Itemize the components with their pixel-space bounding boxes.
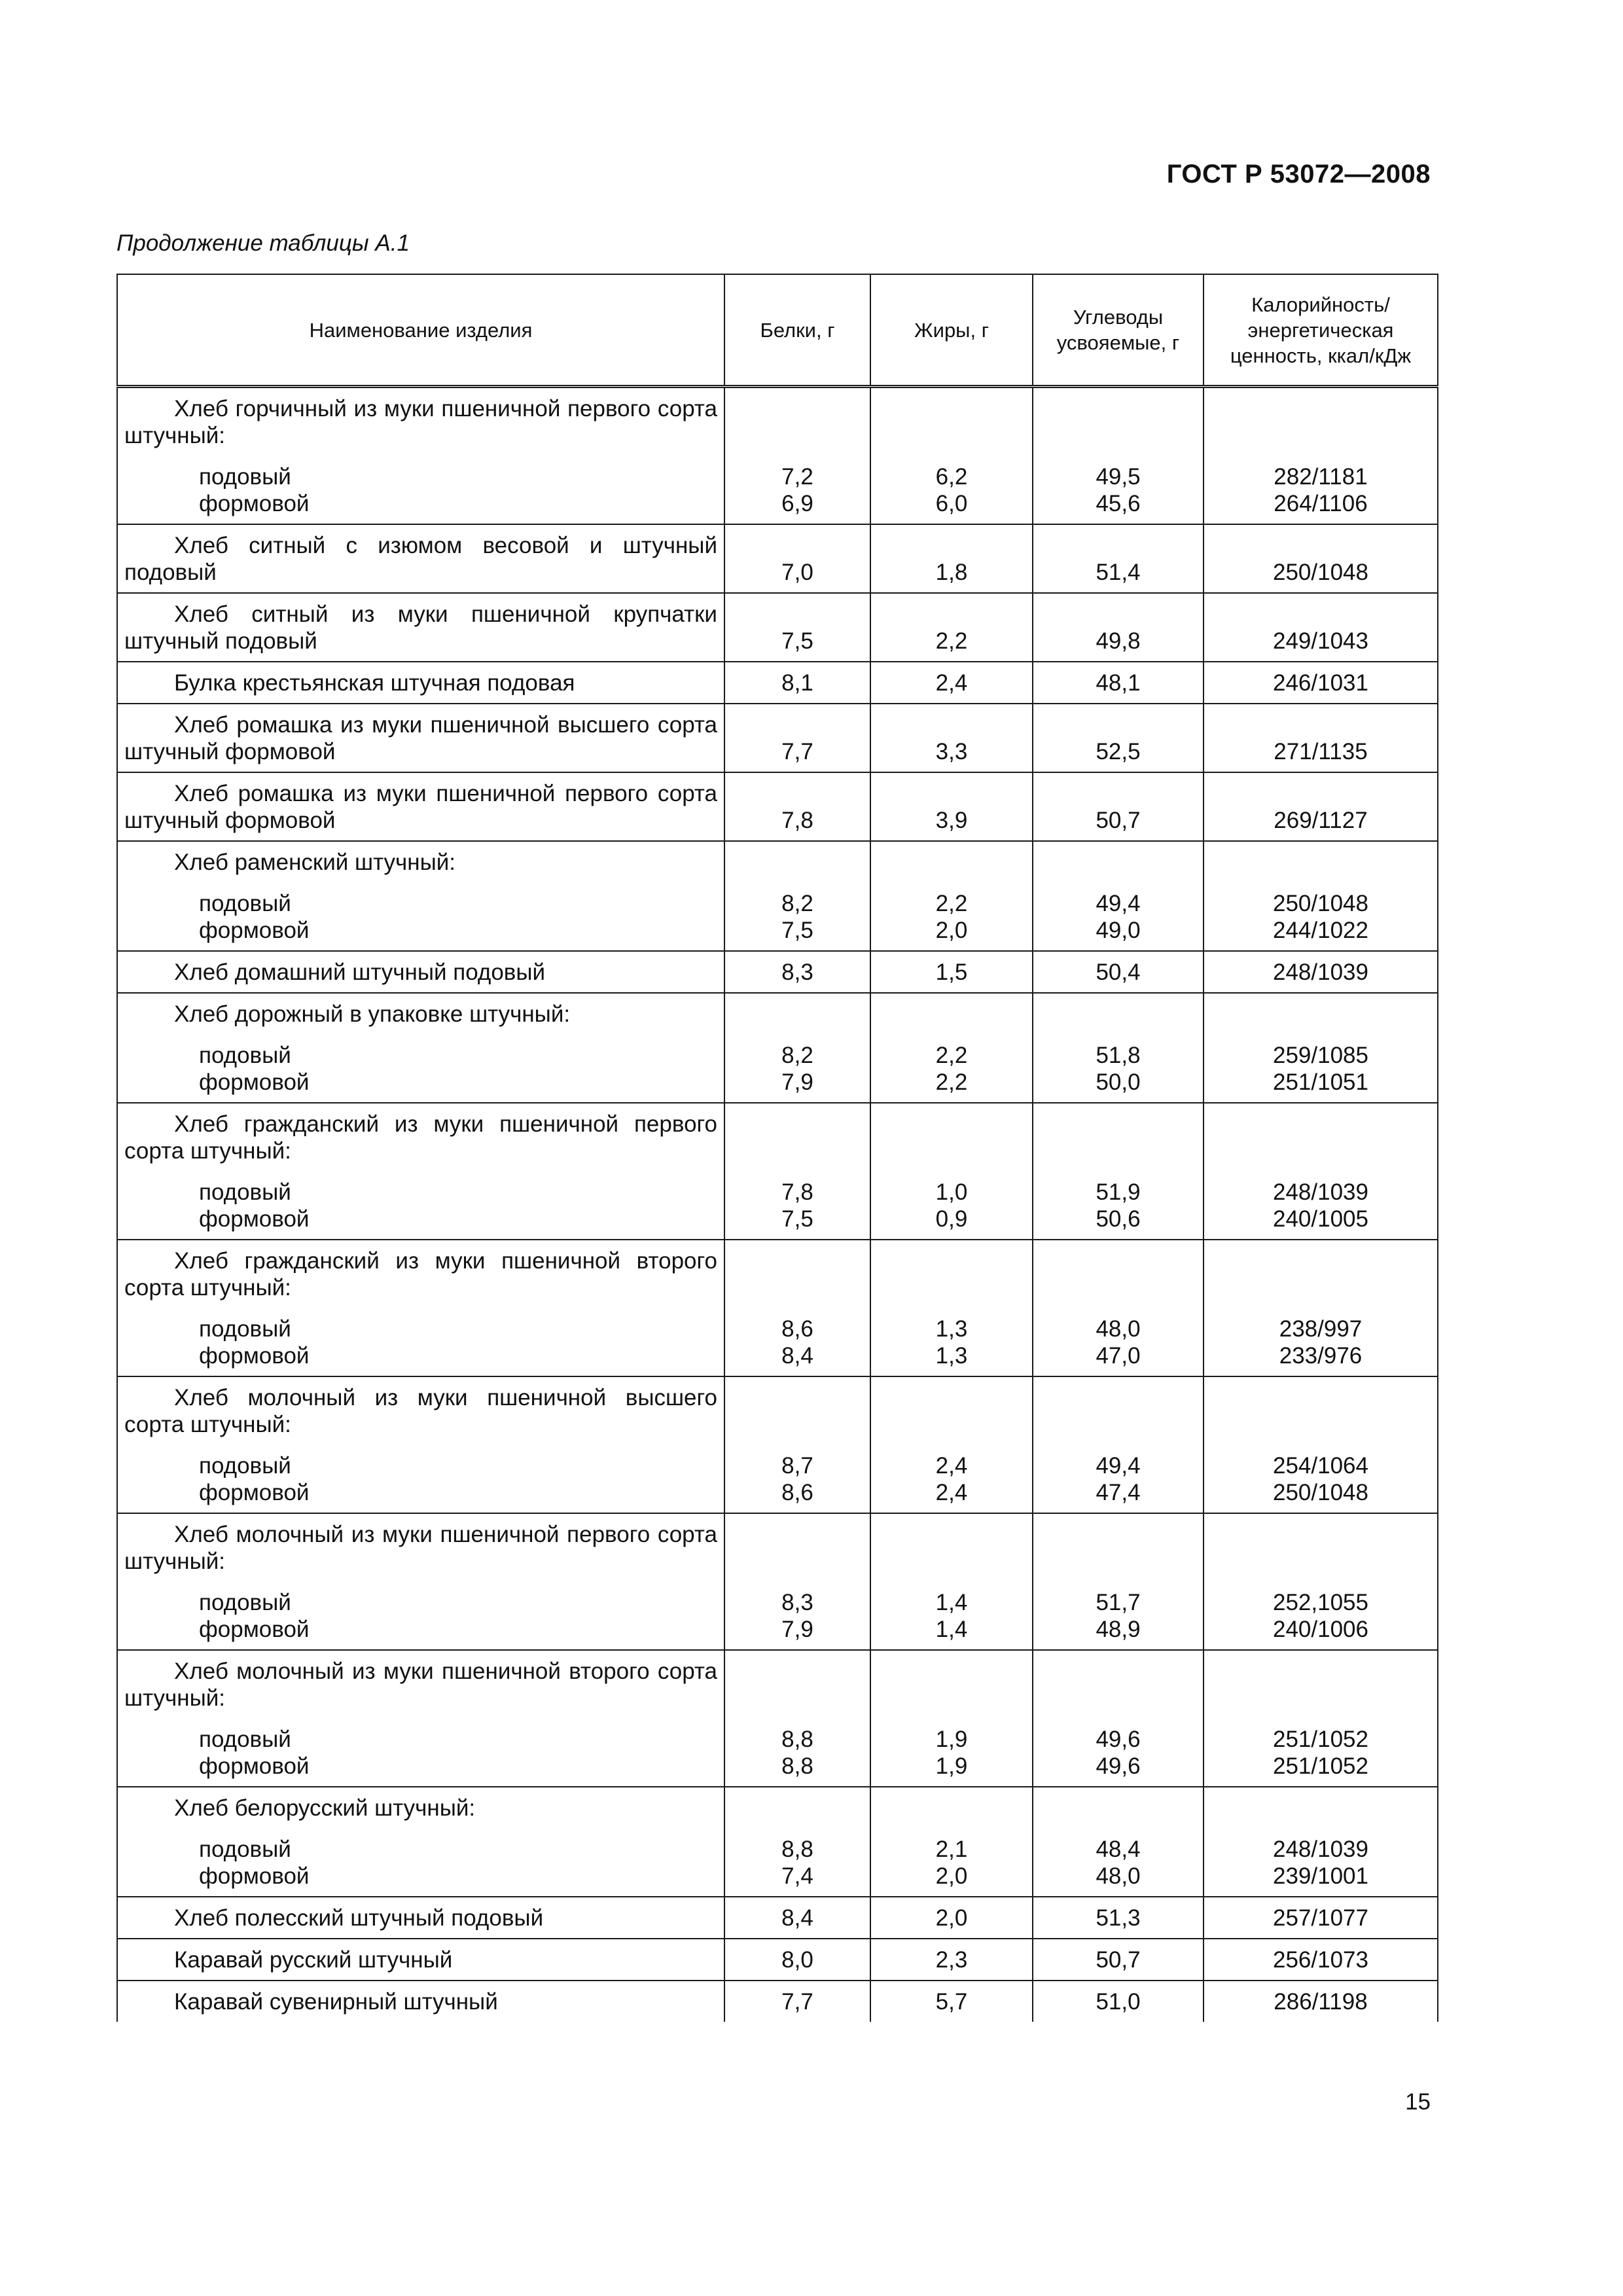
fat-value: 2,2 bbox=[935, 1043, 968, 1068]
product-name-text: Хлеб ромашка из муки пшеничной первого сорта штучный формовой bbox=[124, 781, 717, 833]
product-variant: формовой bbox=[199, 1206, 310, 1232]
product-name-text: Хлеб дорожный в упаковке штучный: bbox=[174, 1001, 571, 1027]
calories-value: 250/1048 bbox=[1273, 1480, 1368, 1505]
carbs-value: 49,8 bbox=[1096, 628, 1141, 654]
calories-value: 240/1005 bbox=[1273, 1206, 1368, 1232]
fat-value: 1,3 bbox=[935, 1316, 968, 1342]
carbs-value: 51,7 bbox=[1096, 1590, 1141, 1615]
product-name-text: Каравай русский штучный bbox=[174, 1947, 453, 1973]
protein-cell bbox=[724, 951, 870, 993]
fat-value: 2,0 bbox=[935, 1863, 968, 1889]
product-name-text: Хлеб ситный из муки пшеничной крупчатки штучный подовый bbox=[124, 601, 717, 654]
product-name-text: Хлеб горчичный из муки пшеничной первого сорта штучный: bbox=[124, 396, 717, 448]
table-row bbox=[117, 1897, 1438, 1939]
protein-value: 8,6 bbox=[781, 1316, 813, 1342]
carbs-value: 49,0 bbox=[1096, 918, 1141, 943]
table-row bbox=[117, 772, 1438, 841]
carbs-cell bbox=[1033, 1650, 1204, 1787]
carbs-value: 50,7 bbox=[1096, 1947, 1141, 1973]
calories-cell bbox=[1204, 772, 1438, 841]
product-name-cell bbox=[117, 1376, 724, 1513]
table-row bbox=[117, 951, 1438, 993]
carbs-cell bbox=[1033, 593, 1204, 662]
carbs-cell bbox=[1033, 1939, 1204, 1981]
calories-value: 251/1051 bbox=[1273, 1069, 1368, 1095]
carbs-value: 48,9 bbox=[1096, 1617, 1141, 1642]
carbs-value: 51,8 bbox=[1096, 1043, 1141, 1068]
fat-cell bbox=[870, 662, 1033, 704]
product-variant: подовый bbox=[199, 1453, 291, 1479]
fat-value: 3,9 bbox=[935, 808, 968, 833]
protein-value: 7,9 bbox=[781, 1069, 813, 1095]
fat-cell bbox=[870, 772, 1033, 841]
product-name bbox=[124, 670, 717, 696]
product-name bbox=[124, 1905, 717, 1931]
calories-cell bbox=[1204, 1650, 1438, 1787]
column-header-calories: Калорийность/ энергетическая ценность, ккал/кДж bbox=[1204, 274, 1438, 387]
column-header-name: Наименование изделия bbox=[117, 274, 724, 387]
calories-value: 244/1022 bbox=[1273, 918, 1368, 943]
fat-value: 1,8 bbox=[935, 560, 968, 585]
protein-value: 7,8 bbox=[781, 808, 813, 833]
calories-value: 252,1055 bbox=[1273, 1590, 1368, 1615]
table-row bbox=[117, 1376, 1438, 1513]
product-variant: формовой bbox=[199, 491, 310, 516]
carbs-cell bbox=[1033, 1103, 1204, 1240]
product-name-text: Хлеб молочный из муки пшеничной высшего сорта штучный: bbox=[124, 1385, 717, 1437]
carbs-value: 51,9 bbox=[1096, 1179, 1141, 1205]
product-name bbox=[124, 1658, 717, 1712]
protein-value: 8,3 bbox=[781, 960, 813, 985]
product-name-cell bbox=[117, 951, 724, 993]
carbs-value: 48,0 bbox=[1096, 1316, 1141, 1342]
calories-cell bbox=[1204, 1513, 1438, 1650]
calories-value: 264/1106 bbox=[1274, 491, 1368, 516]
fat-cell bbox=[870, 593, 1033, 662]
calories-cell bbox=[1204, 662, 1438, 704]
protein-cell bbox=[724, 387, 870, 525]
calories-cell bbox=[1204, 993, 1438, 1103]
fat-cell bbox=[870, 704, 1033, 772]
calories-cell bbox=[1204, 1981, 1438, 2022]
calories-value: 269/1127 bbox=[1274, 808, 1368, 833]
fat-cell bbox=[870, 951, 1033, 993]
fat-cell bbox=[870, 1897, 1033, 1939]
fat-value: 6,2 bbox=[935, 464, 968, 490]
table-row bbox=[117, 704, 1438, 772]
product-name-cell bbox=[117, 1513, 724, 1650]
calories-value: 248/1039 bbox=[1273, 1837, 1368, 1862]
product-name bbox=[124, 849, 717, 876]
fat-value: 3,3 bbox=[935, 739, 968, 764]
product-name-cell bbox=[117, 993, 724, 1103]
column-header-fat: Жиры, г bbox=[870, 274, 1033, 387]
fat-value: 1,0 bbox=[935, 1179, 968, 1205]
calories-cell bbox=[1204, 1939, 1438, 1981]
fat-value: 6,0 bbox=[935, 491, 968, 516]
calories-value: 248/1039 bbox=[1273, 1179, 1368, 1205]
calories-value: 254/1064 bbox=[1273, 1453, 1368, 1479]
protein-value: 8,2 bbox=[781, 891, 813, 916]
protein-cell bbox=[724, 841, 870, 951]
table-row bbox=[117, 1939, 1438, 1981]
table-row bbox=[117, 1103, 1438, 1240]
fat-value: 2,0 bbox=[935, 1905, 968, 1931]
fat-cell bbox=[870, 1376, 1033, 1513]
protein-value: 7,7 bbox=[781, 739, 813, 764]
protein-cell bbox=[724, 524, 870, 593]
carbs-value: 48,1 bbox=[1096, 670, 1141, 696]
fat-value: 1,4 bbox=[935, 1590, 968, 1615]
product-name-text: Хлеб молочный из муки пшеничной второго сорта штучный: bbox=[124, 1659, 717, 1711]
product-name-text: Хлеб домашний штучный подовый bbox=[174, 960, 546, 985]
protein-cell bbox=[724, 593, 870, 662]
protein-cell bbox=[724, 1376, 870, 1513]
product-name-cell bbox=[117, 1650, 724, 1787]
product-name-cell bbox=[117, 387, 724, 525]
fat-cell bbox=[870, 387, 1033, 525]
protein-cell bbox=[724, 1650, 870, 1787]
product-name-text: Хлеб ромашка из муки пшеничной высшего сорта штучный формовой bbox=[124, 712, 717, 764]
carbs-value: 45,6 bbox=[1096, 491, 1141, 516]
product-name-cell bbox=[117, 524, 724, 593]
calories-cell bbox=[1204, 1240, 1438, 1376]
carbs-cell bbox=[1033, 387, 1204, 525]
fat-cell bbox=[870, 1513, 1033, 1650]
calories-cell bbox=[1204, 704, 1438, 772]
product-name bbox=[124, 1001, 717, 1028]
product-name bbox=[124, 1946, 717, 1973]
carbs-cell bbox=[1033, 993, 1204, 1103]
fat-value: 2,4 bbox=[935, 1480, 968, 1505]
calories-value: 271/1135 bbox=[1274, 739, 1368, 764]
protein-value: 8,0 bbox=[781, 1947, 813, 1973]
product-name bbox=[124, 711, 717, 765]
product-name bbox=[124, 532, 717, 586]
calories-value: 239/1001 bbox=[1273, 1863, 1368, 1889]
carbs-value: 51,4 bbox=[1096, 560, 1141, 585]
protein-cell bbox=[724, 1897, 870, 1939]
protein-cell bbox=[724, 1939, 870, 1981]
calories-value: 251/1052 bbox=[1273, 1753, 1368, 1779]
table-row bbox=[117, 387, 1438, 525]
carbs-value: 49,6 bbox=[1096, 1727, 1141, 1752]
protein-cell bbox=[724, 993, 870, 1103]
product-name-cell bbox=[117, 1787, 724, 1897]
fat-value: 2,2 bbox=[935, 628, 968, 654]
protein-value: 7,7 bbox=[781, 1989, 813, 2015]
product-name-cell bbox=[117, 1939, 724, 1981]
protein-value: 7,5 bbox=[781, 1206, 813, 1232]
protein-cell bbox=[724, 704, 870, 772]
product-name-cell bbox=[117, 1981, 724, 2022]
fat-cell bbox=[870, 1103, 1033, 1240]
carbs-value: 48,0 bbox=[1096, 1863, 1141, 1889]
protein-cell bbox=[724, 772, 870, 841]
calories-cell bbox=[1204, 1787, 1438, 1897]
carbs-cell bbox=[1033, 1513, 1204, 1650]
product-name-cell bbox=[117, 593, 724, 662]
product-name bbox=[124, 395, 717, 449]
calories-value: 248/1039 bbox=[1273, 960, 1368, 985]
carbs-cell bbox=[1033, 772, 1204, 841]
protein-value: 7,0 bbox=[781, 560, 813, 585]
table-body bbox=[117, 387, 1438, 2022]
fat-cell bbox=[870, 1240, 1033, 1376]
protein-value: 8,7 bbox=[781, 1453, 813, 1479]
calories-value: 246/1031 bbox=[1273, 670, 1368, 696]
product-name-cell bbox=[117, 1240, 724, 1376]
fat-value: 2,4 bbox=[935, 670, 968, 696]
product-variant: формовой bbox=[199, 918, 310, 943]
fat-value: 2,3 bbox=[935, 1947, 968, 1973]
carbs-cell bbox=[1033, 524, 1204, 593]
fat-cell bbox=[870, 1650, 1033, 1787]
carbs-value: 51,0 bbox=[1096, 1989, 1141, 2015]
product-variant: подовый bbox=[199, 1316, 291, 1342]
fat-cell bbox=[870, 1787, 1033, 1897]
product-name bbox=[124, 1795, 717, 1821]
protein-value: 8,8 bbox=[781, 1753, 813, 1779]
calories-cell bbox=[1204, 951, 1438, 993]
calories-value: 256/1073 bbox=[1273, 1947, 1368, 1973]
carbs-value: 49,4 bbox=[1096, 891, 1141, 916]
fat-cell bbox=[870, 1939, 1033, 1981]
carbs-cell bbox=[1033, 1981, 1204, 2022]
carbs-value: 47,4 bbox=[1096, 1480, 1141, 1505]
fat-value: 5,7 bbox=[935, 1989, 968, 2015]
table-row bbox=[117, 1513, 1438, 1650]
carbs-cell bbox=[1033, 951, 1204, 993]
fat-value: 0,9 bbox=[935, 1206, 968, 1232]
product-variant: подовый bbox=[199, 1043, 291, 1068]
product-name-text: Хлеб гражданский из муки пшеничной первого сорта штучный: bbox=[124, 1111, 717, 1164]
calories-value: 257/1077 bbox=[1273, 1905, 1368, 1931]
protein-value: 7,9 bbox=[781, 1617, 813, 1642]
product-name-text: Хлеб молочный из муки пшеничной первого сорта штучный: bbox=[124, 1522, 717, 1574]
fat-cell bbox=[870, 1981, 1033, 2022]
fat-value: 1,4 bbox=[935, 1617, 968, 1642]
product-name bbox=[124, 1111, 717, 1164]
table-row bbox=[117, 1650, 1438, 1787]
calories-value: 282/1181 bbox=[1274, 464, 1368, 490]
carbs-cell bbox=[1033, 1897, 1204, 1939]
protein-value: 6,9 bbox=[781, 491, 813, 516]
product-variant: подовый bbox=[199, 1727, 291, 1752]
protein-value: 7,5 bbox=[781, 628, 813, 654]
calories-value: 240/1006 bbox=[1273, 1617, 1368, 1642]
table-row bbox=[117, 662, 1438, 704]
carbs-value: 48,4 bbox=[1096, 1837, 1141, 1862]
calories-value: 250/1048 bbox=[1273, 891, 1368, 916]
table-header-row bbox=[117, 274, 1438, 387]
carbs-value: 47,0 bbox=[1096, 1343, 1141, 1369]
fat-value: 1,3 bbox=[935, 1343, 968, 1369]
carbs-value: 51,3 bbox=[1096, 1905, 1141, 1931]
calories-value: 259/1085 bbox=[1273, 1043, 1368, 1068]
product-name-cell bbox=[117, 662, 724, 704]
calories-cell bbox=[1204, 841, 1438, 951]
product-name bbox=[124, 1988, 717, 2015]
carbs-cell bbox=[1033, 1240, 1204, 1376]
protein-value: 7,4 bbox=[781, 1863, 813, 1889]
product-name-text: Хлеб белорусский штучный: bbox=[174, 1795, 476, 1821]
calories-value: 249/1043 bbox=[1273, 628, 1368, 654]
product-name-text: Хлеб гражданский из муки пшеничной второго сорта штучный: bbox=[124, 1248, 717, 1300]
product-name-text: Хлеб раменский штучный: bbox=[174, 850, 456, 875]
protein-value: 8,8 bbox=[781, 1837, 813, 1862]
product-name-cell bbox=[117, 841, 724, 951]
product-variant: формовой bbox=[199, 1343, 310, 1369]
protein-value: 8,6 bbox=[781, 1480, 813, 1505]
protein-cell bbox=[724, 1981, 870, 2022]
carbs-value: 52,5 bbox=[1096, 739, 1141, 764]
product-variant: подовый bbox=[199, 1837, 291, 1862]
protein-value: 8,8 bbox=[781, 1727, 813, 1752]
fat-value: 2,1 bbox=[935, 1837, 968, 1862]
carbs-cell bbox=[1033, 704, 1204, 772]
product-variant: подовый bbox=[199, 891, 291, 916]
protein-value: 7,2 bbox=[781, 464, 813, 490]
fat-value: 1,9 bbox=[935, 1753, 968, 1779]
product-name bbox=[124, 780, 717, 834]
nutrition-table bbox=[116, 274, 1438, 2022]
carbs-value: 50,6 bbox=[1096, 1206, 1141, 1232]
column-header-protein: Белки, г bbox=[724, 274, 870, 387]
table-row bbox=[117, 993, 1438, 1103]
calories-value: 250/1048 bbox=[1273, 560, 1368, 585]
product-variant: подовый bbox=[199, 1590, 291, 1615]
calories-value: 233/976 bbox=[1279, 1343, 1363, 1369]
carbs-cell bbox=[1033, 662, 1204, 704]
product-name-cell bbox=[117, 1897, 724, 1939]
table-row bbox=[117, 1787, 1438, 1897]
fat-value: 2,0 bbox=[935, 918, 968, 943]
protein-cell bbox=[724, 1787, 870, 1897]
calories-cell bbox=[1204, 593, 1438, 662]
fat-cell bbox=[870, 993, 1033, 1103]
fat-value: 2,4 bbox=[935, 1453, 968, 1479]
product-name bbox=[124, 1384, 717, 1438]
product-name-text: Булка крестьянская штучная подовая bbox=[174, 670, 575, 696]
table-row bbox=[117, 1981, 1438, 2022]
calories-value: 251/1052 bbox=[1273, 1727, 1368, 1752]
calories-value: 286/1198 bbox=[1274, 1989, 1368, 2015]
protein-value: 8,4 bbox=[781, 1343, 813, 1369]
calories-cell bbox=[1204, 1103, 1438, 1240]
protein-cell bbox=[724, 1513, 870, 1650]
fat-value: 2,2 bbox=[935, 1069, 968, 1095]
product-variant: формовой bbox=[199, 1753, 310, 1779]
product-name-cell bbox=[117, 772, 724, 841]
protein-cell bbox=[724, 1103, 870, 1240]
product-variant: формовой bbox=[199, 1480, 310, 1505]
carbs-value: 50,4 bbox=[1096, 960, 1141, 985]
calories-cell bbox=[1204, 387, 1438, 525]
protein-value: 8,3 bbox=[781, 1590, 813, 1615]
carbs-value: 49,5 bbox=[1096, 464, 1141, 490]
protein-value: 7,5 bbox=[781, 918, 813, 943]
product-name bbox=[124, 959, 717, 986]
carbs-cell bbox=[1033, 1787, 1204, 1897]
product-name bbox=[124, 1521, 717, 1575]
protein-value: 7,8 bbox=[781, 1179, 813, 1205]
product-variant: подовый bbox=[199, 464, 291, 490]
product-name bbox=[124, 1247, 717, 1301]
product-variant: формовой bbox=[199, 1863, 310, 1889]
carbs-cell bbox=[1033, 1376, 1204, 1513]
calories-value: 238/997 bbox=[1279, 1316, 1363, 1342]
page-number: 15 bbox=[1405, 2089, 1431, 2115]
product-variant: формовой bbox=[199, 1617, 310, 1642]
carbs-cell bbox=[1033, 841, 1204, 951]
calories-cell bbox=[1204, 524, 1438, 593]
product-name-text: Каравай сувенирный штучный bbox=[174, 1989, 498, 2015]
fat-value: 1,5 bbox=[935, 960, 968, 985]
protein-value: 8,2 bbox=[781, 1043, 813, 1068]
table-continuation-caption: Продолжение таблицы А.1 bbox=[116, 230, 410, 256]
protein-value: 8,4 bbox=[781, 1905, 813, 1931]
table-row bbox=[117, 593, 1438, 662]
column-header-carbs: Углеводы усвояемые, г bbox=[1033, 274, 1204, 387]
product-name-cell bbox=[117, 1103, 724, 1240]
product-variant: формовой bbox=[199, 1069, 310, 1095]
fat-cell bbox=[870, 524, 1033, 593]
calories-cell bbox=[1204, 1376, 1438, 1513]
protein-cell bbox=[724, 662, 870, 704]
carbs-value: 50,0 bbox=[1096, 1069, 1141, 1095]
protein-cell bbox=[724, 1240, 870, 1376]
product-name-text: Хлеб ситный с изюмом весовой и штучный подовый bbox=[124, 533, 717, 585]
carbs-value: 49,6 bbox=[1096, 1753, 1141, 1779]
product-variant: подовый bbox=[199, 1179, 291, 1205]
fat-value: 1,9 bbox=[935, 1727, 968, 1752]
product-name-text: Хлеб полесский штучный подовый bbox=[174, 1905, 544, 1931]
calories-cell bbox=[1204, 1897, 1438, 1939]
table-row bbox=[117, 1240, 1438, 1376]
carbs-value: 50,7 bbox=[1096, 808, 1141, 833]
product-name-cell bbox=[117, 704, 724, 772]
table-row bbox=[117, 524, 1438, 593]
standard-code: ГОСТ Р 53072—2008 bbox=[1166, 160, 1431, 188]
fat-cell bbox=[870, 841, 1033, 951]
carbs-value: 49,4 bbox=[1096, 1453, 1141, 1479]
table-row bbox=[117, 841, 1438, 951]
fat-value: 2,2 bbox=[935, 891, 968, 916]
protein-value: 8,1 bbox=[781, 670, 813, 696]
product-name bbox=[124, 601, 717, 655]
